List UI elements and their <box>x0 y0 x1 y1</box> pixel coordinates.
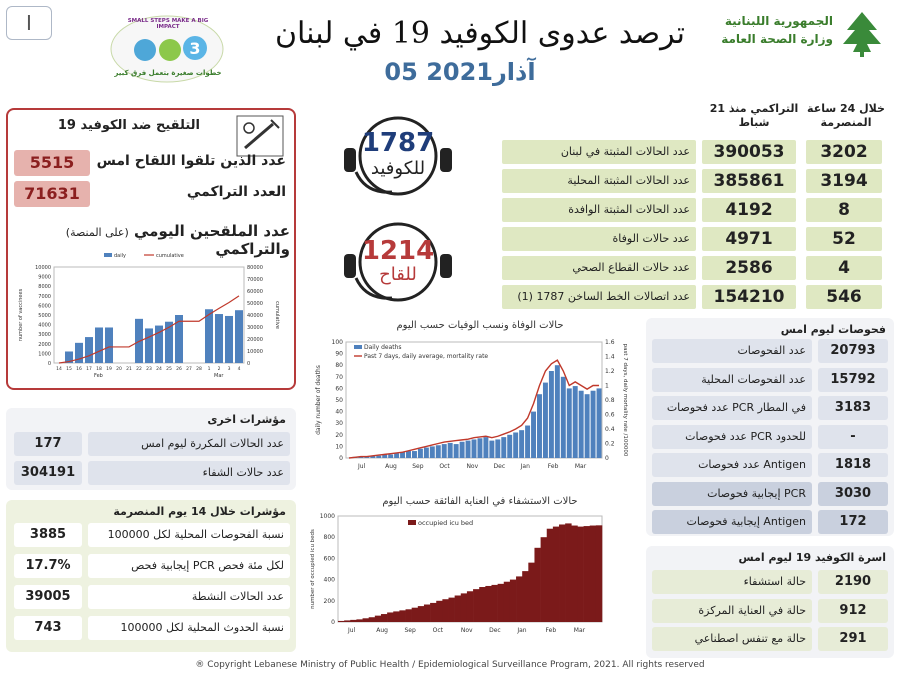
deaths-daily-bar <box>513 432 518 458</box>
deaths-ytick-left: 50 <box>335 397 343 404</box>
deaths-daily-bar <box>418 449 423 458</box>
deaths-ytick-left: 90 <box>335 350 343 358</box>
other-indicators-title: مؤشرات اخرى <box>207 413 286 426</box>
deaths-daily-bar <box>495 439 500 458</box>
column-header-cumulative: التراكمي منذ 21 شباط <box>709 102 799 129</box>
main-row-label: عدد الحالات المثبتة في لبنان <box>502 140 696 164</box>
icu-bar <box>473 589 479 622</box>
deaths-ytick-right: 1.4 <box>605 353 615 361</box>
svg-text:3: 3 <box>189 39 201 58</box>
vaccine-daily-label-mid: (على المنصة) <box>65 226 129 239</box>
vac-xtick: 27 <box>186 367 192 372</box>
icu-bar <box>491 585 497 622</box>
deaths-ytick-right: 0.8 <box>605 397 615 404</box>
vac-xtick: 28 <box>196 367 202 372</box>
icu-xtick: Aug <box>376 627 388 634</box>
icu-bar <box>534 548 540 622</box>
vac-daily-bar <box>85 337 93 363</box>
vac-ytick-left: 2000 <box>38 341 51 348</box>
icu-bar <box>461 593 467 622</box>
tests-row-label: عدد فحوصات Antigen <box>652 453 812 477</box>
vac-ytick-left: 10000 <box>35 265 51 271</box>
icu-ylabel: number of occupied icu beds <box>310 529 316 609</box>
column-header-24h: خلال 24 ساعة المنصرمة <box>807 102 885 129</box>
deaths-daily-bar <box>519 430 524 458</box>
vac-daily-bar <box>235 310 243 363</box>
deaths-xtick: Sep <box>412 463 424 470</box>
icu-xtick: Jan <box>517 627 527 634</box>
vac-ylabel-right: cumulative <box>274 301 280 329</box>
vac-daily-bar <box>205 309 213 363</box>
deaths-daily-bar <box>525 426 530 458</box>
indicators14-row-label: إيجابية فحص PCR لكل مئة فحص <box>88 554 290 578</box>
icu-bar <box>442 599 448 622</box>
main-row-cumulative: 385861 <box>702 169 796 193</box>
vaccine-chart <box>14 245 290 385</box>
deaths-daily-bar <box>454 444 459 458</box>
deaths-daily-bar <box>477 438 482 458</box>
icu-bar <box>363 618 369 622</box>
vac-ytick-left: 6000 <box>38 303 51 310</box>
icu-ytick: 200 <box>323 597 335 605</box>
icu-bar <box>559 524 565 622</box>
deaths-daily-bar <box>483 437 488 458</box>
icu-ytick: 0 <box>331 619 335 626</box>
tests-row-value: 172 <box>818 510 888 534</box>
vaccine-hotline-label: للقاح <box>379 264 417 285</box>
deaths-daily-bar <box>412 451 417 458</box>
deaths-xtick: Oct <box>439 463 450 470</box>
icu-bar <box>406 609 412 622</box>
vaccine-title: التلقيح ضد الكوفيد 19 <box>57 118 200 133</box>
ministry-logo-line2: وزارة الصحة العامة <box>721 32 833 46</box>
deaths-ytick-left: 30 <box>335 420 343 428</box>
deaths-daily-bar <box>531 412 536 458</box>
vaccine-cumulative-value: 71631 <box>14 181 90 207</box>
icu-ytick: 800 <box>323 534 335 542</box>
deaths-ytick-left: 100 <box>331 339 343 346</box>
vac-ytick-left: 9000 <box>38 274 51 281</box>
icu-xtick: Jul <box>348 627 356 634</box>
vaccine-yesterday-value: 5515 <box>14 150 90 176</box>
vac-ytick-left: 7000 <box>38 293 51 300</box>
beds-row-value: 912 <box>818 599 888 623</box>
icu-bar <box>412 608 418 622</box>
icu-bar <box>449 598 455 622</box>
indicators14-row-value: 3885 <box>14 523 82 547</box>
beds-row-label: حالة في العناية المركزة <box>652 599 812 623</box>
vac-daily-bar <box>95 327 103 363</box>
main-row-24h: 4 <box>806 256 882 280</box>
vac-ytick-right: 30000 <box>247 325 263 331</box>
icu-bar <box>479 587 485 622</box>
deaths-daily-bar <box>430 446 435 458</box>
tests-row-value: - <box>818 425 888 449</box>
vac-month-label: Feb <box>94 373 103 379</box>
indicators14-row-value: 17.7% <box>14 554 82 578</box>
icu-bar <box>436 601 442 622</box>
vac-xtick: 18 <box>96 367 102 372</box>
vac-xtick: 21 <box>126 367 132 372</box>
deaths-daily-bar <box>549 371 554 458</box>
beds-row-label: حالة استشفاء <box>652 570 812 594</box>
deaths-chart-title: حالات الوفاة ونسب الوفيات حسب اليوم <box>396 320 564 331</box>
vac-ytick-right: 70000 <box>247 277 263 283</box>
deaths-xtick: Mar <box>574 463 587 470</box>
vac-ytick-right: 50000 <box>247 301 263 307</box>
vaccine-hotline-number: 1214 <box>361 236 435 266</box>
icu-chart-title: حالات الاستشفاء في العناية الفائقة حسب اليوم <box>382 496 578 507</box>
icu-bar <box>344 620 350 622</box>
deaths-daily-bar <box>436 445 441 458</box>
indicators14-row-value: 743 <box>14 616 82 640</box>
icu-bar <box>381 614 387 622</box>
tests-row-value: 1818 <box>818 453 888 477</box>
deaths-ytick-right: 1.6 <box>605 339 615 346</box>
deaths-ytick-right: 0.4 <box>605 426 615 433</box>
deaths-daily-bar <box>585 394 590 458</box>
icu-xtick: Sep <box>404 627 416 634</box>
vac-xtick: 4 <box>237 367 241 372</box>
icu-bar <box>590 526 596 622</box>
tests-row-label: عدد فحوصات PCR في المطار <box>652 396 812 420</box>
icu-bar <box>375 616 381 622</box>
vac-daily-bar <box>215 314 223 363</box>
deaths-daily-bar <box>567 388 572 458</box>
deaths-ytick-left: 10 <box>335 443 343 451</box>
steps-logo-top-text: SMALL STEPS MAKE A BIG IMPACT <box>127 18 209 30</box>
vac-ytick-right: 10000 <box>247 349 263 355</box>
page-number: I <box>6 6 52 40</box>
tests-row-value: 20793 <box>818 339 888 363</box>
vac-ylabel-left: number of vaccinees <box>18 288 24 342</box>
deaths-daily-bar <box>591 391 596 458</box>
copyright-footer: ® Copyright Lebanese Ministry of Public Health / Epidemiological Surveillance Program, 2021. All rights reserved <box>195 660 705 670</box>
icu-bar <box>571 526 577 622</box>
tests-row-value: 3030 <box>818 482 888 506</box>
other-row-label: عدد حالات الشفاء <box>88 461 290 485</box>
deaths-daily-bar <box>579 391 584 458</box>
beds-row-label: حالة مع تنفس اصطناعي <box>652 627 812 651</box>
vac-ytick-left: 1000 <box>38 351 51 358</box>
icu-bar <box>393 611 399 622</box>
vac-ytick-right: 60000 <box>247 289 263 295</box>
vac-xtick: 19 <box>106 367 112 372</box>
icu-bar <box>424 605 430 622</box>
deaths-ytick-right: 1 <box>605 382 609 390</box>
tests-row-value: 3183 <box>818 396 888 420</box>
icu-bar <box>338 621 344 622</box>
icu-bar <box>350 620 356 622</box>
icu-bar <box>596 525 602 622</box>
ministry-logo <box>715 10 890 60</box>
vaccine-yesterday-label: عدد الذين تلقوا اللقاح امس <box>96 153 286 169</box>
beds-panel-title: اسرة الكوفيد 19 ليوم امس <box>738 551 886 564</box>
deaths-xtick: Nov <box>466 463 479 470</box>
deaths-daily-bar <box>376 456 381 458</box>
deaths-ytick-left: 20 <box>335 431 343 439</box>
deaths-ytick-left: 60 <box>335 385 343 393</box>
main-row-cumulative: 4971 <box>702 227 796 251</box>
icu-bar <box>356 619 362 622</box>
vac-xtick: 3 <box>227 367 231 372</box>
icu-bar <box>553 527 559 622</box>
icu-bar <box>541 537 547 622</box>
indicators14-row-label: عدد الحالات النشطة <box>88 585 290 609</box>
steps-logo-bottom-text: خطوات صغيرة بتعمل فرق كبير <box>114 69 222 77</box>
covid-hotline-label: للكوفيد <box>370 158 426 179</box>
deaths-xtick: Jan <box>520 463 530 470</box>
deaths-daily-bar <box>442 444 447 458</box>
deaths-daily-bar <box>472 439 477 458</box>
icu-bar <box>455 596 461 623</box>
main-row-cumulative: 2586 <box>702 256 796 280</box>
icu-chart <box>306 508 642 654</box>
icu-ytick: 1000 <box>319 513 335 520</box>
deaths-daily-bar <box>460 442 465 458</box>
main-row-24h: 8 <box>806 198 882 222</box>
main-row-label: عدد الحالات المثبتة المحلية <box>502 169 696 193</box>
vac-legend-cumulative: cumulative <box>156 253 184 259</box>
deaths-y2label: past 7 days, daily mortality rate /100000 <box>622 343 628 457</box>
other-row-label: عدد الحالات المكررة ليوم امس <box>88 432 290 456</box>
deaths-daily-bar <box>394 453 399 458</box>
icu-bar <box>418 606 424 622</box>
deaths-ytick-left: 40 <box>335 408 343 416</box>
icu-xtick: Mar <box>573 627 586 634</box>
vac-ytick-left: 3000 <box>38 332 51 339</box>
vac-xtick: 16 <box>76 367 82 372</box>
cedar-icon <box>839 10 885 58</box>
vac-xtick: 14 <box>56 367 62 372</box>
icu-legend-swatch <box>408 520 416 525</box>
vac-daily-bar <box>105 327 113 363</box>
tests-row-label: عدد الفحوصات المحلية <box>652 368 812 392</box>
main-row-label: عدد حالات الوفاة <box>502 227 696 251</box>
vac-daily-bar <box>175 315 183 363</box>
vac-ytick-right: 0 <box>247 361 251 367</box>
syringe-icon <box>235 114 285 158</box>
tests-row-label: إيجابية فحوصات Antigen <box>652 510 812 534</box>
icu-xtick: Dec <box>489 627 501 634</box>
deaths-daily-bar <box>466 441 471 458</box>
deaths-legend-mortality: Past 7 days, daily average, mortality rate <box>364 353 489 360</box>
beds-row-value: 291 <box>818 627 888 651</box>
tests-row-value: 15792 <box>818 368 888 392</box>
main-row-24h: 52 <box>806 227 882 251</box>
main-row-24h: 3194 <box>806 169 882 193</box>
icu-bar <box>547 529 553 622</box>
vac-xtick: 20 <box>116 367 122 372</box>
deaths-ytick-left: 0 <box>339 455 343 462</box>
main-row-label: عدد الحالات المثبتة الوافدة <box>502 198 696 222</box>
icu-legend-label: occupied icu bed <box>418 519 474 527</box>
icu-bar <box>485 586 491 622</box>
deaths-legend-bar-swatch <box>354 345 362 349</box>
deaths-daily-bar <box>448 443 453 458</box>
vac-xtick: 24 <box>156 367 162 372</box>
deaths-daily-bar <box>561 377 566 458</box>
deaths-legend-daily: Daily deaths <box>364 344 402 351</box>
deaths-ytick-left: 70 <box>335 373 343 381</box>
vac-xtick: 22 <box>136 367 142 372</box>
main-row-label: عدد حالات القطاع الصحي <box>502 256 696 280</box>
vac-daily-bar <box>145 328 153 363</box>
icu-bar <box>369 617 375 622</box>
icu-ytick: 600 <box>323 555 335 563</box>
deaths-daily-bar <box>388 455 393 458</box>
deaths-daily-bar <box>543 383 548 458</box>
page-title: ترصد عدوى الكوفيد 19 في لبنان <box>274 16 686 51</box>
icu-bar <box>467 591 473 622</box>
deaths-chart <box>306 332 642 492</box>
vac-xtick: 23 <box>146 367 152 372</box>
icu-bar <box>510 580 516 622</box>
main-row-cumulative: 154210 <box>702 285 796 309</box>
tests-row-label: عدد فحوصات PCR للحدود <box>652 425 812 449</box>
icu-bar <box>584 526 590 622</box>
deaths-daily-bar <box>555 365 560 458</box>
beds-row-value: 2190 <box>818 570 888 594</box>
ministry-logo-line1: الجمهورية اللبنانية <box>724 14 833 28</box>
vac-xtick: 25 <box>166 367 172 372</box>
icu-bar <box>387 612 393 622</box>
other-row-value: 177 <box>14 432 82 456</box>
vac-xtick: 17 <box>86 367 92 372</box>
vac-xtick: 15 <box>66 367 72 372</box>
covid-hotline-number: 1787 <box>361 128 435 158</box>
icu-xtick: Feb <box>545 627 557 634</box>
icu-bar <box>577 527 583 622</box>
icu-bar <box>504 582 510 622</box>
deaths-daily-bar <box>573 386 578 458</box>
other-row-value: 304191 <box>14 461 82 485</box>
vac-ytick-left: 4000 <box>38 322 51 329</box>
vac-ytick-left: 5000 <box>38 313 51 319</box>
deaths-daily-bar <box>489 441 494 458</box>
deaths-xtick: Aug <box>385 463 397 470</box>
icu-bar <box>516 576 522 622</box>
icu-bar <box>522 571 528 622</box>
icu-bar <box>498 584 504 622</box>
deaths-ylabel: daily number of deaths <box>315 365 322 435</box>
deaths-daily-bar <box>406 451 411 458</box>
small-steps-logo <box>110 14 225 84</box>
vaccine-daily-label-end: والتراكمي <box>215 240 290 258</box>
indicators14-row-label: نسبة الفحوصات المحلية لكل 100000 <box>88 523 290 547</box>
deaths-ytick-right: 0 <box>605 455 609 462</box>
indicators14-row-label: نسبة الحدوث المحلية لكل 100000 <box>88 616 290 640</box>
main-row-label: عدد اتصالات الخط الساخن 1787 (1) <box>502 285 696 309</box>
deaths-xtick: Jul <box>358 463 366 470</box>
deaths-xtick: Feb <box>547 463 559 470</box>
indicators14-title: مؤشرات خلال 14 يوم المنصرمة <box>113 505 286 518</box>
deaths-daily-bar <box>537 394 542 458</box>
main-row-cumulative: 4192 <box>702 198 796 222</box>
report-date: 05 آذار2021 <box>384 58 536 86</box>
deaths-xtick: Dec <box>493 463 506 470</box>
vac-ytick-left: 8000 <box>38 284 51 291</box>
vac-ytick-right: 40000 <box>247 313 263 319</box>
vac-legend-daily-swatch <box>104 253 112 257</box>
tests-row-label: إيجابية فحوصات PCR <box>652 482 812 506</box>
vac-month-label: Mar <box>214 373 224 379</box>
vac-ytick-right: 20000 <box>247 337 263 343</box>
main-row-cumulative: 390053 <box>702 140 796 164</box>
deaths-daily-bar <box>507 435 512 458</box>
deaths-ytick-right: 0.2 <box>605 440 615 448</box>
vac-xtick: 1 <box>207 367 211 372</box>
vac-legend-daily: daily <box>114 253 126 259</box>
vac-xtick: 26 <box>176 367 182 372</box>
deaths-ytick-right: 0.6 <box>605 411 615 419</box>
deaths-ytick-left: 80 <box>335 362 343 370</box>
deaths-daily-bar <box>424 448 429 458</box>
deaths-ytick-right: 1.2 <box>605 368 615 375</box>
icu-ytick: 400 <box>323 576 335 584</box>
deaths-daily-bar <box>501 437 506 458</box>
main-row-24h: 546 <box>806 285 882 309</box>
vac-ytick-right: 80000 <box>247 265 263 271</box>
icu-bar <box>528 563 534 622</box>
vac-daily-bar <box>225 316 233 363</box>
tests-row-label: عدد الفحوصات <box>652 339 812 363</box>
main-row-24h: 3202 <box>806 140 882 164</box>
vaccine-daily-label-start: عدد الملقحين اليومي <box>134 222 290 240</box>
deaths-daily-bar <box>597 388 602 458</box>
icu-xtick: Nov <box>460 627 473 634</box>
icu-xtick: Oct <box>432 627 444 634</box>
vaccine-cumulative-label: العدد التراكمي <box>186 184 286 200</box>
icu-bar <box>565 523 571 622</box>
icu-bar <box>399 610 405 622</box>
icu-bar <box>430 603 436 622</box>
tests-panel-title: فحوصات ليوم امس <box>780 323 886 336</box>
indicators14-row-value: 39005 <box>14 585 82 609</box>
vac-ytick-left: 0 <box>47 361 51 367</box>
vac-xtick: 2 <box>217 367 221 372</box>
